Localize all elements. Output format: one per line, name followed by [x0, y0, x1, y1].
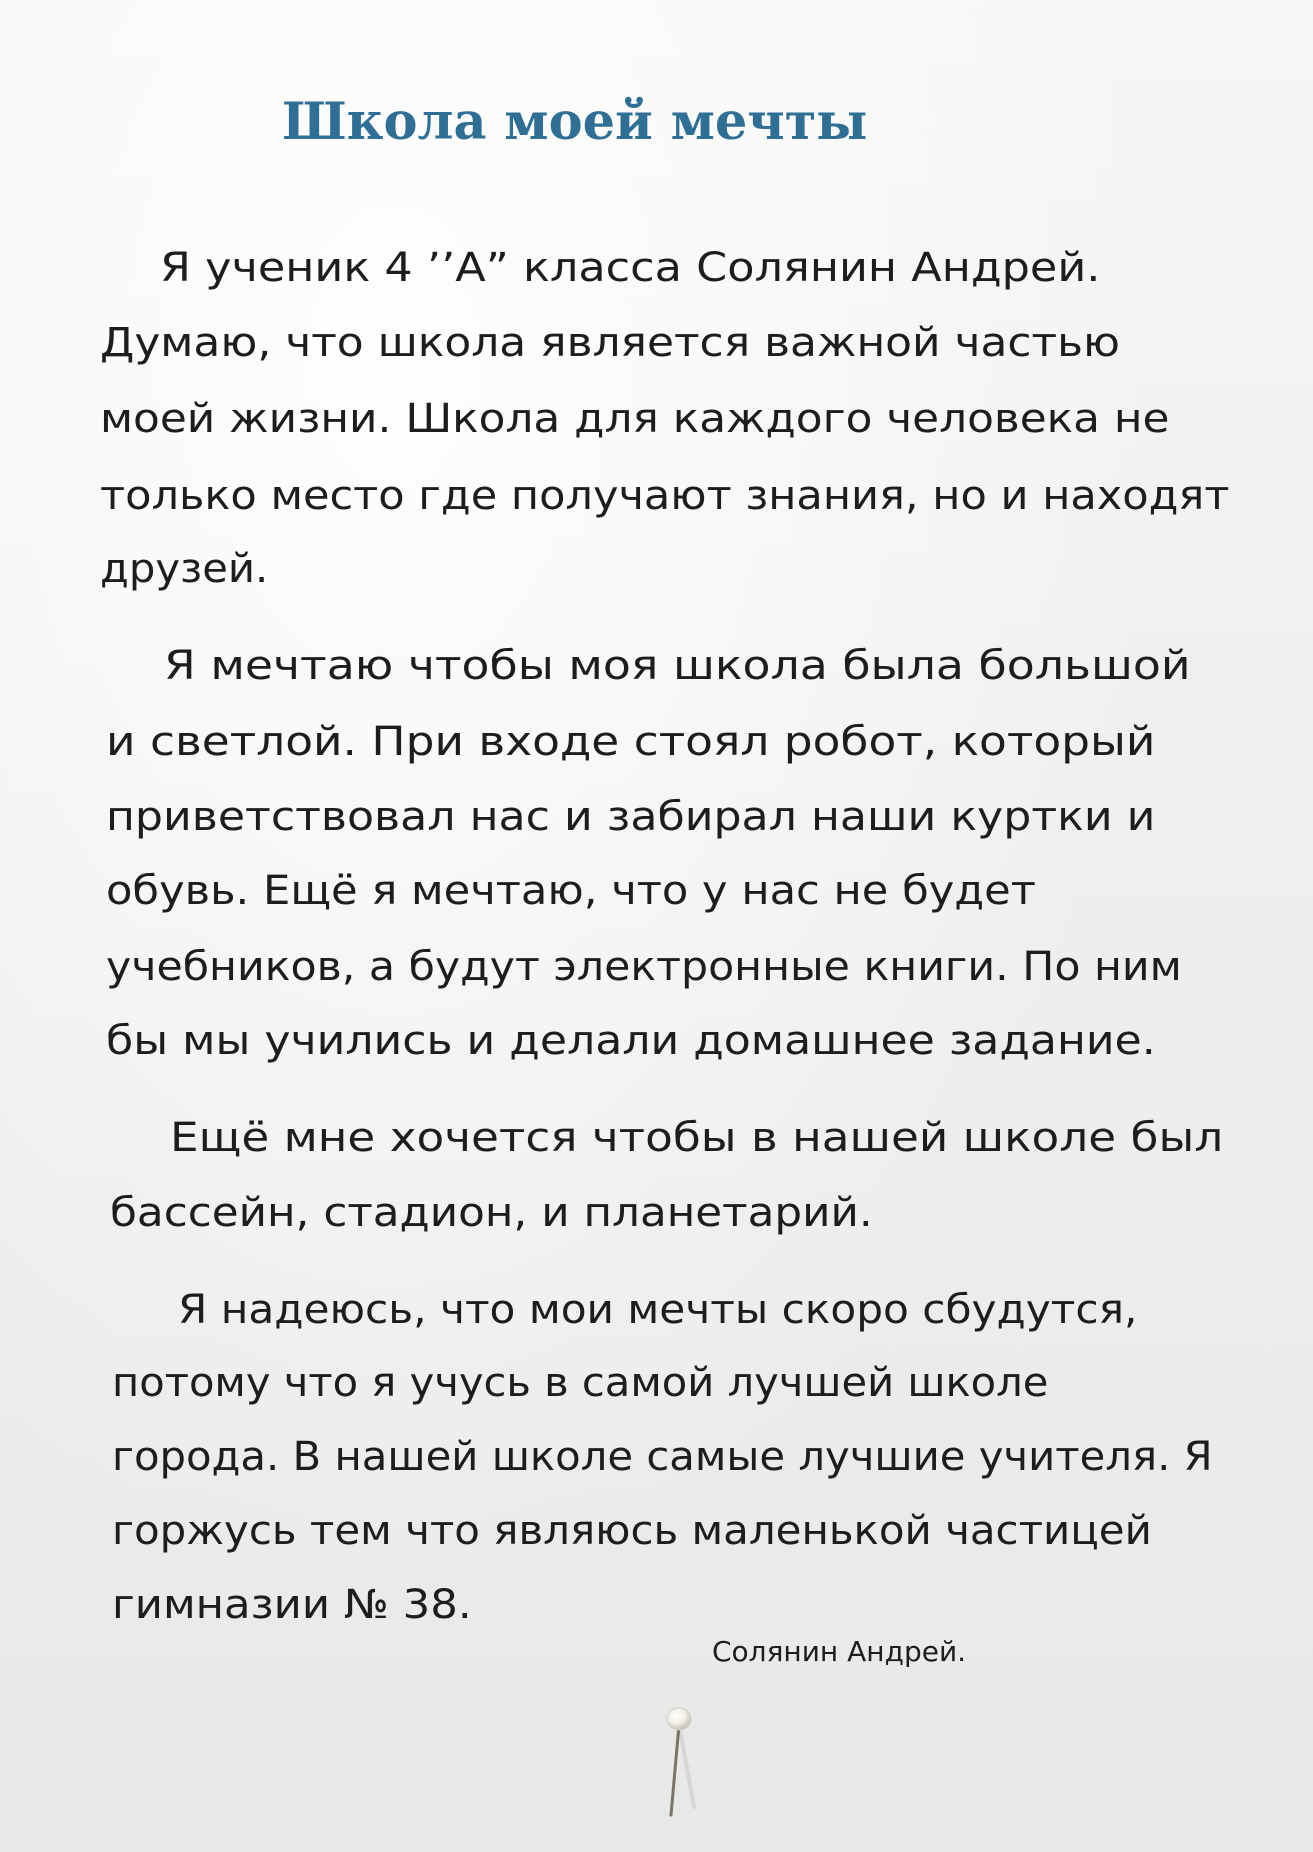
- text-line: города. В нашей школе самые лучшие учителя. Я: [112, 1434, 1213, 1480]
- text-line: бы мы учились и делали домашнее задание.: [106, 1018, 1156, 1064]
- text-line: горжусь тем что являюсь маленькой частицей: [112, 1508, 1152, 1554]
- text-line: и светлой. При входе стоял робот, который: [106, 719, 1156, 765]
- text-line: только место где получают знания, но и находят: [100, 473, 1230, 519]
- text-line: бассейн, стадион, и планетарий.: [110, 1190, 873, 1236]
- text-line: потому что я учусь в самой лучшей школе: [112, 1360, 1049, 1406]
- text-line: гимназии № 38.: [112, 1582, 472, 1628]
- pushpin-icon: [650, 1695, 710, 1835]
- document-title: Школа моей мечты: [282, 92, 868, 152]
- text-line: учебников, а будут электронные книги. По ним: [106, 944, 1182, 990]
- text-line: Думаю, что школа является важной частью: [100, 320, 1120, 366]
- text-line: приветствовал нас и забирал наши куртки и: [106, 794, 1156, 840]
- text-line: Я мечтаю чтобы моя школа была большой: [164, 643, 1191, 689]
- text-line: Я ученик 4 ’’А” класса Солянин Андрей.: [160, 245, 1101, 291]
- text-line: обувь. Ещё я мечтаю, что у нас не будет: [106, 868, 1036, 914]
- text-line: Я надеюсь, что мои мечты скоро сбудутся,: [178, 1287, 1138, 1333]
- author-signature: Солянин Андрей.: [712, 1635, 967, 1668]
- text-line: моей жизни. Школа для каждого человека не: [100, 396, 1170, 442]
- text-line: Ещё мне хочется чтобы в нашей школе был: [170, 1115, 1224, 1161]
- text-line: друзей.: [100, 546, 269, 592]
